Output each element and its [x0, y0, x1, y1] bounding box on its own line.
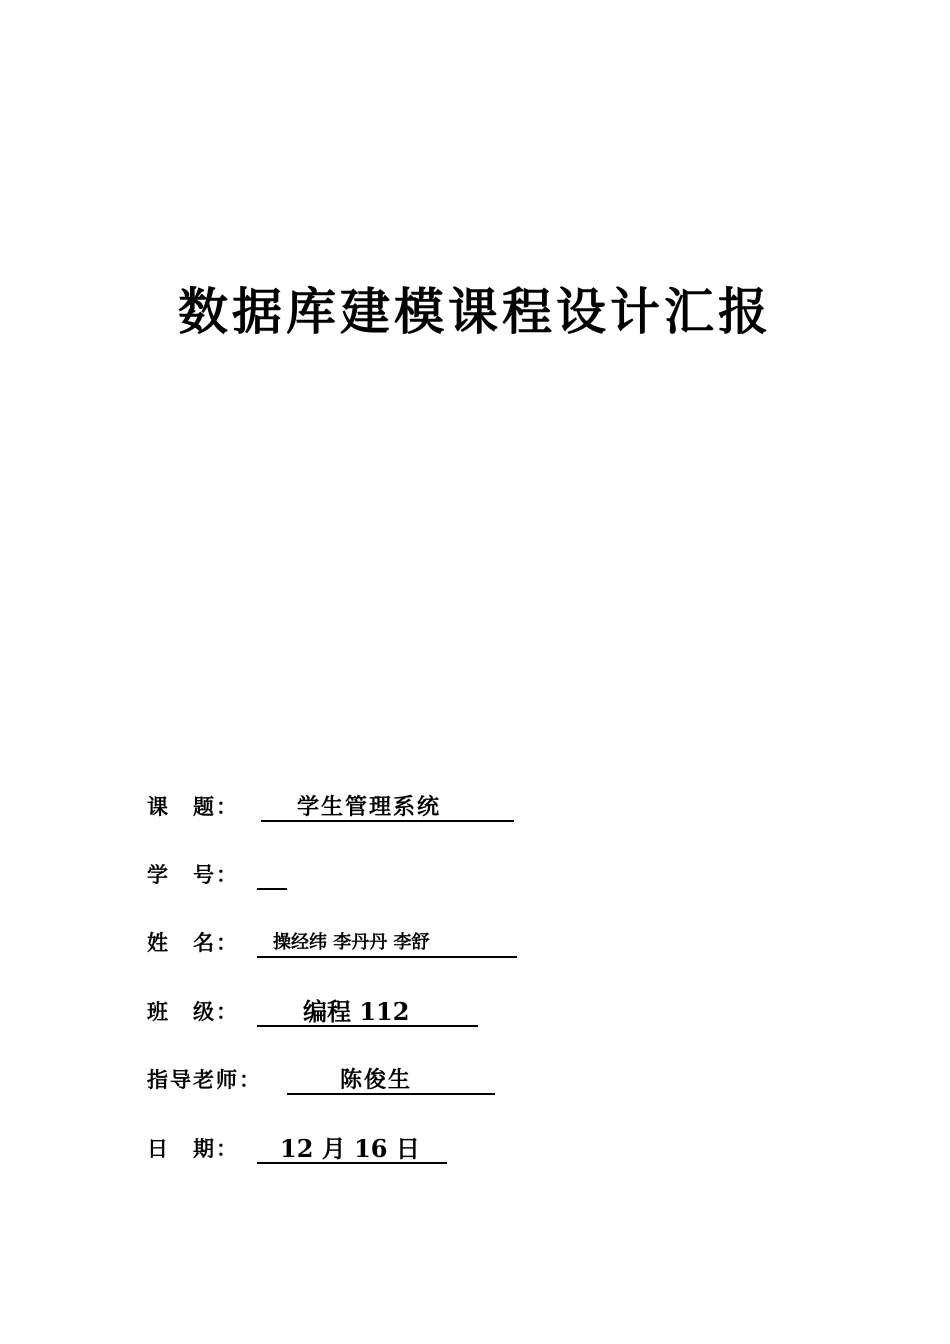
class-label: 班 级： — [147, 999, 239, 1024]
student-id-label: 学 号： — [147, 862, 239, 887]
names-label: 姓 名： — [147, 930, 239, 955]
names-value: 操经纬 李丹丹 李舒 — [273, 932, 430, 953]
field-row-advisor — [147, 1063, 507, 1097]
course-label: 课 题： — [147, 794, 239, 819]
advisor-label: 指导老师： — [147, 1067, 262, 1092]
field-row-names — [147, 926, 527, 960]
student-id-underline — [257, 858, 287, 890]
field-row-date — [147, 1132, 457, 1166]
date-value: 12 月 16 日 — [280, 1134, 420, 1163]
document-title: 数据库建模课程设计汇报 — [178, 282, 772, 341]
date-label: 日 期： — [147, 1136, 239, 1161]
field-row-course — [147, 790, 527, 824]
course-value: 学生管理系统 — [297, 794, 442, 820]
advisor-value: 陈俊生 — [340, 1067, 413, 1093]
class-value: 编程 112 — [303, 997, 410, 1026]
field-row-student-id — [147, 858, 297, 892]
field-row-class — [147, 995, 487, 1029]
